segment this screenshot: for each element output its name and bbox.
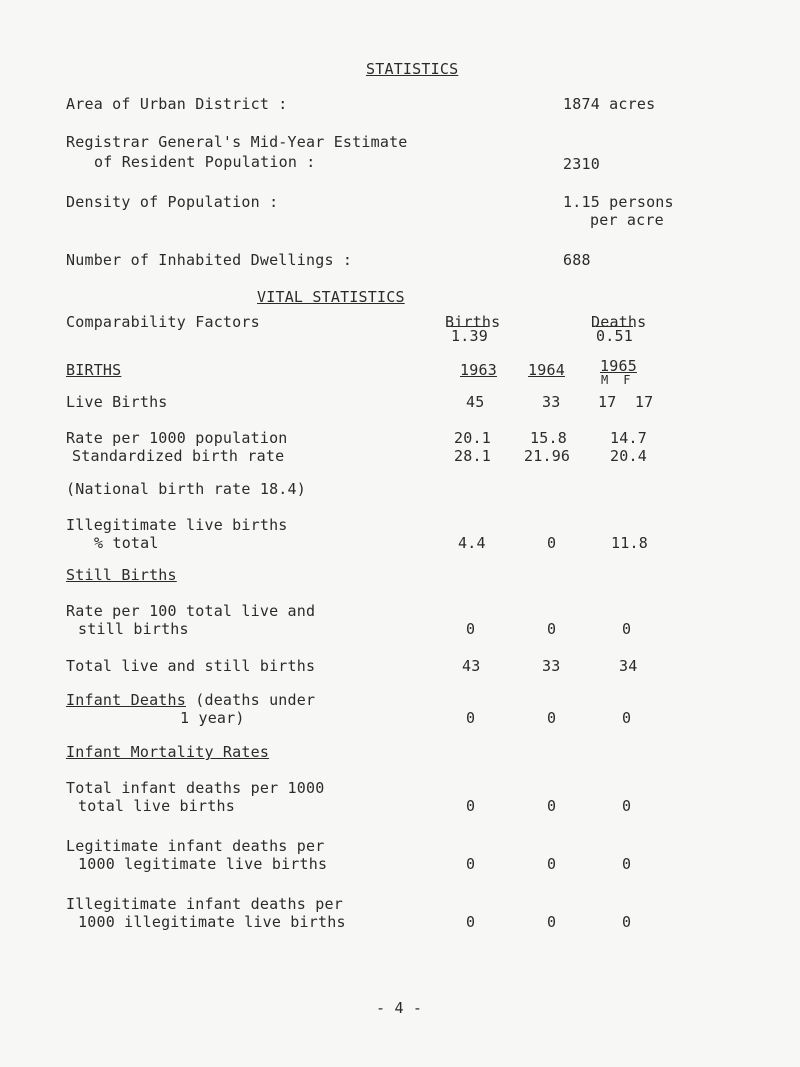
live-births-1964: 33 <box>542 393 561 411</box>
still-births-1965: 0 <box>622 620 632 638</box>
standardized-1963: 28.1 <box>454 447 491 465</box>
still-births-1964: 0 <box>547 620 557 638</box>
legitimate-infant-deaths-label-line1: Legitimate infant deaths per <box>66 837 325 855</box>
infant-deaths-1964: 0 <box>547 709 557 727</box>
legitimate-infant-deaths-1964: 0 <box>547 855 557 873</box>
total-infant-deaths-1965: 0 <box>622 797 632 815</box>
infant-deaths-label-rest: (deaths under <box>186 691 316 709</box>
year-1964: 1964 <box>528 361 565 379</box>
dwellings-label: Number of Inhabited Dwellings : <box>66 251 353 269</box>
still-births-label-line1: Rate per 100 total live and <box>66 602 316 620</box>
standardized-label: Standardized birth rate <box>72 447 285 465</box>
legitimate-infant-deaths-label-line2: 1000 legitimate live births <box>78 855 328 873</box>
illegitimate-infant-deaths-1965: 0 <box>622 913 632 931</box>
legitimate-infant-deaths-1963: 0 <box>466 855 476 873</box>
infant-deaths-label-line1 <box>66 692 315 709</box>
rate-1964: 15.8 <box>530 429 567 447</box>
year-1963: 1963 <box>460 361 497 379</box>
comparability-births-head: Births <box>445 313 501 331</box>
total-infant-deaths-label-line2: total live births <box>78 797 235 815</box>
density-value-line2: per acre <box>590 211 664 229</box>
total-births-1965: 34 <box>619 657 638 675</box>
total-births-1963: 43 <box>462 657 481 675</box>
still-births-label-line2: still births <box>78 620 189 638</box>
live-births-1965: 17 17 <box>598 393 654 411</box>
area-label: Area of Urban District : <box>66 95 288 113</box>
rate-label: Rate per 1000 population <box>66 429 288 447</box>
standardized-1965: 20.4 <box>610 447 647 465</box>
infant-deaths-1965: 0 <box>622 709 632 727</box>
dwellings-value: 688 <box>563 251 591 269</box>
infant-deaths-label-line2: 1 year) <box>180 709 245 727</box>
infant-mortality-heading: Infant Mortality Rates <box>66 743 270 761</box>
infant-deaths-heading: Infant Deaths <box>66 691 186 709</box>
illegitimate-1964: 0 <box>547 534 557 552</box>
density-label: Density of Population : <box>66 193 279 211</box>
comparability-births-value: 1.39 <box>451 327 488 345</box>
total-infant-deaths-label-line1: Total infant deaths per 1000 <box>66 779 325 797</box>
illegitimate-infant-deaths-1964: 0 <box>547 913 557 931</box>
still-births-heading: Still Births <box>66 566 177 584</box>
population-value: 2310 <box>563 155 600 173</box>
illegitimate-1965: 11.8 <box>611 534 648 552</box>
illegitimate-infant-deaths-label-line2: 1000 illegitimate live births <box>78 913 346 931</box>
year-1965: 1965 <box>600 357 637 375</box>
sex-labels: M F <box>601 373 631 387</box>
illegitimate-infant-deaths-label-line1: Illegitimate infant deaths per <box>66 895 343 913</box>
comparability-deaths-head: Deaths <box>591 313 647 331</box>
total-births-1964: 33 <box>542 657 561 675</box>
legitimate-infant-deaths-1965: 0 <box>622 855 632 873</box>
total-infant-deaths-1964: 0 <box>547 797 557 815</box>
births-heading: BIRTHS <box>66 361 122 379</box>
page-number: - 4 - <box>376 999 423 1017</box>
illegitimate-label-line2: % total <box>94 534 159 552</box>
live-births-label: Live Births <box>66 393 168 411</box>
illegitimate-infant-deaths-1963: 0 <box>466 913 476 931</box>
area-value: 1874 acres <box>563 95 656 113</box>
total-infant-deaths-1963: 0 <box>466 797 476 815</box>
live-births-1963: 45 <box>466 393 485 411</box>
density-value-line1: 1.15 persons <box>563 193 674 211</box>
total-births-label: Total live and still births <box>66 657 316 675</box>
standardized-1964: 21.96 <box>524 447 571 465</box>
illegitimate-1963: 4.4 <box>458 534 486 552</box>
infant-deaths-1963: 0 <box>466 709 476 727</box>
still-births-1963: 0 <box>466 620 476 638</box>
rate-1965: 14.7 <box>610 429 647 447</box>
page-title: STATISTICS <box>366 60 459 78</box>
comparability-label: Comparability Factors <box>66 313 260 331</box>
vital-statistics-heading: VITAL STATISTICS <box>257 288 405 306</box>
population-label-line1: Registrar General's Mid-Year Estimate <box>66 133 408 151</box>
rate-1963: 20.1 <box>454 429 491 447</box>
illegitimate-label-line1: Illegitimate live births <box>66 516 288 534</box>
national-birth-rate-note: (National birth rate 18.4) <box>66 480 306 498</box>
comparability-deaths-value: 0.51 <box>596 327 633 345</box>
population-label-line2: of Resident Population : <box>94 153 316 171</box>
